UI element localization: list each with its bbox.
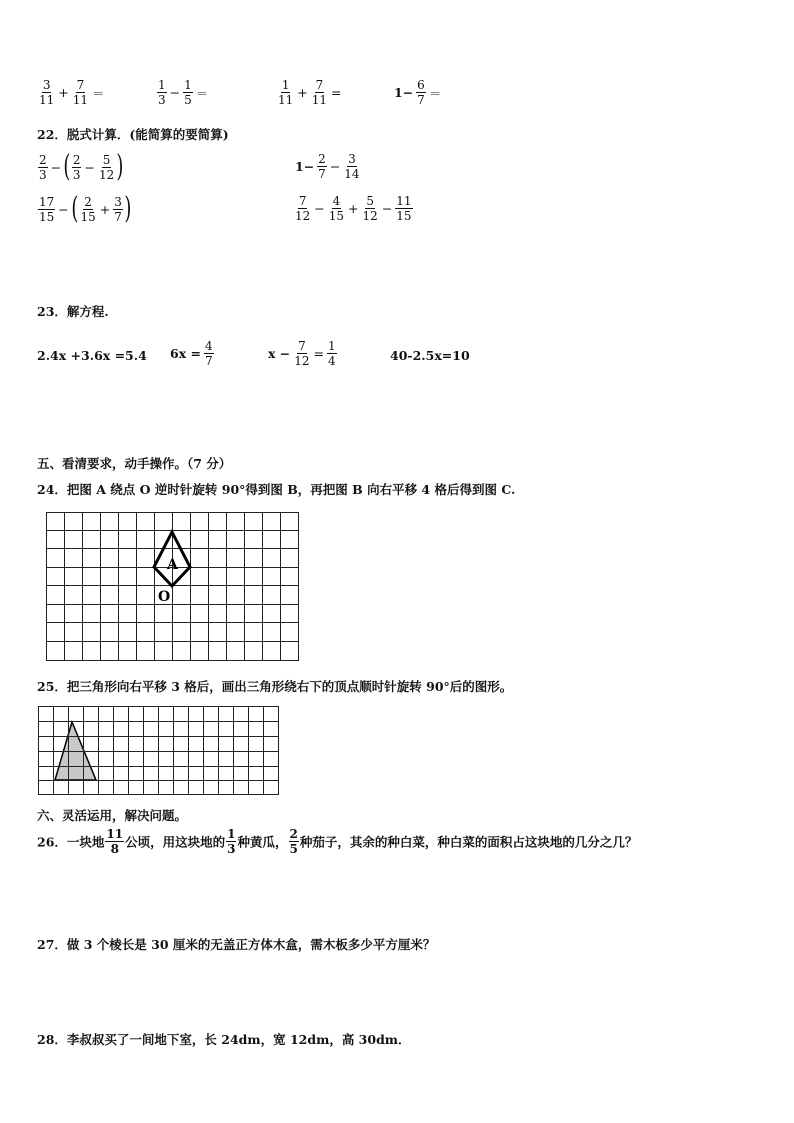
denominator: 5 xyxy=(184,93,192,107)
numerator: 5 xyxy=(102,152,111,167)
denominator: 3 xyxy=(39,167,47,182)
q26-part1: 26．一块地 xyxy=(37,834,105,850)
equals: ＝ xyxy=(92,85,105,101)
q25-grid xyxy=(38,706,280,796)
numerator: 1 xyxy=(184,78,192,92)
denominator: 8 xyxy=(110,842,119,856)
numerator: 11 xyxy=(106,827,124,841)
q25-text: 25．把三角形向右平移 3 格后，画出三角形绕右下的顶点顺时针旋转 90°后的图形。 xyxy=(37,679,513,694)
right-paren: ) xyxy=(124,191,132,226)
prefix: 1− xyxy=(295,159,315,174)
denominator: 7 xyxy=(318,167,326,181)
operator: − xyxy=(50,159,62,175)
point-o-label: O xyxy=(158,589,171,605)
operator: − xyxy=(84,159,95,175)
denominator: 15 xyxy=(39,209,55,224)
q23-eq1: 2.4x +3.6x =5.4 xyxy=(37,348,147,363)
operator: − xyxy=(329,159,341,174)
denominator: 7 xyxy=(417,93,425,107)
q28-text: 28．李叔叔买了一间地下室，长 24dm，宽 12dm，高 30dm． xyxy=(37,1032,411,1047)
denominator: 14 xyxy=(344,167,360,181)
numerator: 1 xyxy=(227,827,236,841)
q22-expr-4 xyxy=(293,194,414,223)
expr-21-2 xyxy=(156,78,210,107)
q22-title: 22．脱式计算．(能简算的要简算) xyxy=(37,127,229,142)
numerator: 7 xyxy=(315,78,324,92)
equals: = xyxy=(331,85,342,100)
q22-expr-2 xyxy=(293,152,362,181)
section-6-heading: 六、灵活运用，解决问题。 xyxy=(37,808,188,823)
operator: + xyxy=(99,201,111,217)
q24-text: 24．把图 A 绕点 O 逆时针旋转 90°得到图 B，再把图 B 向右平移 4 格后得到图 C. xyxy=(37,482,516,497)
q22-expr-3 xyxy=(37,191,132,226)
right-paren: ) xyxy=(116,149,124,184)
denominator: 11 xyxy=(278,93,294,107)
numerator: 6 xyxy=(417,78,425,92)
denominator: 7 xyxy=(114,209,122,224)
numerator: 1 xyxy=(158,78,166,92)
numerator: 7 xyxy=(298,339,306,353)
numerator: 3 xyxy=(42,78,51,92)
left-paren: ( xyxy=(63,149,71,184)
numerator: 4 xyxy=(204,339,213,353)
denominator: 3 xyxy=(158,93,166,107)
numerator: 7 xyxy=(298,194,307,208)
operator: + xyxy=(297,85,308,100)
q27-text: 27．做 3 个棱长是 30 厘米的无盖正方体木盒，需木板多少平方厘米？ xyxy=(37,937,436,952)
denominator: 7 xyxy=(204,354,213,368)
section-5-heading: 五、看清要求，动手操作。（7 分） xyxy=(37,456,232,471)
denominator: 15 xyxy=(328,209,345,223)
numerator: 3 xyxy=(114,194,122,209)
q23-eq4: 40-2.5x=10 xyxy=(390,348,470,363)
numerator: 2 xyxy=(72,152,81,167)
denominator: 3 xyxy=(72,167,81,182)
equals: ＝ xyxy=(195,85,209,101)
denominator: 11 xyxy=(311,93,328,107)
eq-prefix: 6x = xyxy=(170,346,201,361)
numerator: 1 xyxy=(281,78,290,92)
operator: − xyxy=(58,201,69,217)
denominator: 11 xyxy=(39,93,55,107)
q22-expr-1 xyxy=(37,149,124,184)
operator: − xyxy=(314,201,325,216)
q23-title: 23．解方程. xyxy=(37,304,109,319)
q26-part4: 种茄子，其余的种白菜，种白菜的面积占这块地的几分之几？ xyxy=(299,834,638,850)
prefix: 1− xyxy=(394,85,414,100)
equals: ＝ xyxy=(428,85,442,101)
denominator: 15 xyxy=(396,209,412,223)
denominator: 12 xyxy=(362,209,378,223)
numerator: 17 xyxy=(39,194,55,209)
expr-21-3 xyxy=(276,78,344,107)
denominator: 12 xyxy=(294,354,310,368)
operator: + xyxy=(58,85,69,100)
q26-part3: 种黄瓜， xyxy=(237,834,288,850)
numerator: 11 xyxy=(396,194,412,208)
equals: = xyxy=(313,346,325,361)
operator: − xyxy=(381,201,393,216)
operator: + xyxy=(348,201,359,216)
numerator: 7 xyxy=(76,78,85,92)
numerator: 2 xyxy=(318,152,326,166)
left-paren: ( xyxy=(71,191,79,226)
numerator: 1 xyxy=(328,339,336,353)
numerator: 2 xyxy=(84,194,92,209)
numerator: 2 xyxy=(289,827,298,841)
operator: − xyxy=(169,85,181,100)
denominator: 12 xyxy=(98,167,115,182)
denominator: 5 xyxy=(289,842,298,856)
numerator: 3 xyxy=(348,152,356,166)
expr-21-1 xyxy=(37,78,107,107)
numerator: 2 xyxy=(39,152,47,167)
numerator: 4 xyxy=(332,194,341,208)
shape-a-label: A xyxy=(167,557,178,573)
expr-21-4 xyxy=(392,78,443,107)
denominator: 3 xyxy=(227,842,236,856)
denominator: 11 xyxy=(72,93,89,107)
q23-eq3 xyxy=(266,339,338,368)
q23-eq2 xyxy=(168,339,215,368)
q26-part2: 公顷，用这块地的 xyxy=(125,834,226,850)
numerator: 5 xyxy=(366,194,374,208)
denominator: 4 xyxy=(328,354,336,368)
denominator: 12 xyxy=(295,209,311,223)
eq-prefix: x − xyxy=(268,346,291,361)
q24-grid xyxy=(46,512,300,662)
q26-text xyxy=(37,827,637,856)
denominator: 15 xyxy=(80,209,96,224)
